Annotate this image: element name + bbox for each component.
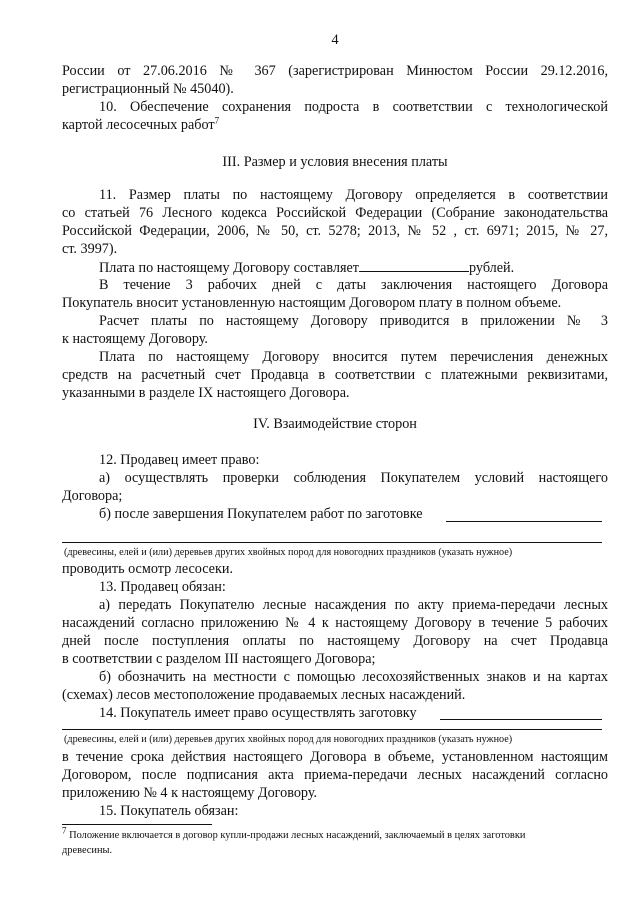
clause-12b-blank-line-2 (62, 542, 602, 543)
section-3-title: III. Размер и условия внесения платы (222, 154, 448, 170)
paragraph-continuation-line-2: регистрационный № 45040). (62, 81, 234, 97)
clause-10-line-2: картой лесосечных работ$^7$ (62, 115, 220, 133)
clause-12b-continuation: проводить осмотр лесосеки. (62, 561, 234, 577)
clause-14-continuation-line-2: Договором, после подписания акта приема-передачи лесных насаждений согласно (62, 767, 608, 783)
clause-13a-line-3: дней после поступления оплаты по настоящему Договору на счет Продавца (62, 633, 608, 649)
clause-10-line-1: 10. Обеспечение сохранения подроста в соответствии с технологической (99, 99, 608, 115)
page-number: 4 (331, 32, 339, 48)
payment-calc-line-1: Расчет платы по настоящему Договору приводится в приложении № 3 (99, 313, 608, 329)
section-4-title: IV. Взаимодействие сторон (253, 416, 417, 432)
clause-13a-line-2: насаждений согласно приложению № 4 к настоящему Договору в течение 5 рабочих (62, 615, 608, 631)
footnote-mark: 7 (62, 825, 67, 836)
clause-12b: б) после завершения Покупателем работ по заготовке (99, 506, 423, 522)
payment-amount-blank (359, 258, 469, 272)
payment-amount-unit: рублей. (469, 260, 515, 276)
clause-12b-blank-line-1 (446, 521, 602, 522)
clause-11-line-1: 11. Размер платы по настоящему Договору определяется в соответствии (99, 187, 608, 203)
payment-method-line-3: указанными в разделе IX настоящего Договора. (62, 385, 350, 401)
clause-13b-line-2: (схемах) лесов местоположение продаваемых лесных насаждений. (62, 687, 466, 703)
clause-15: 15. Покупатель обязан: (99, 803, 239, 819)
payment-term-line-1: В течение 3 рабочих дней с даты заключения настоящего Договора (99, 277, 608, 293)
footnote-line-1 (62, 825, 608, 843)
footnote-line-2: древесины. (62, 845, 113, 856)
payment-method-line-2: средств на расчетный счет Продавца в соответствии с платежными реквизитами, (62, 367, 608, 383)
payment-amount-line (99, 258, 608, 277)
footnote-text: Положение включается в договор купли-продажи лесных насаждений, заключаемый в целях заготовки (69, 830, 526, 841)
clause-11-line-4: ст. 3997). (62, 241, 118, 257)
clause-14-blank-line-1 (440, 719, 602, 720)
payment-amount-label: Плата по настоящему Договору составляет (99, 260, 359, 276)
clause-14-blank-line-2 (62, 729, 602, 730)
clause-13: 13. Продавец обязан: (99, 579, 226, 595)
footnote-reference: 7 (214, 115, 220, 126)
clause-11-line-2: со статьей 76 Лесного кодекса Российской Федерации (Собрание законодательства (62, 205, 608, 221)
footnote-separator (62, 824, 212, 825)
clause-13a-line-1: а) передать Покупателю лесные насаждения по акту приема-передачи лесных (99, 597, 608, 613)
clause-12a-line-1: а) осуществлять проверки соблюдения Покупателем условий настоящего (99, 470, 608, 486)
clause-11-line-3: Российской Федерации, 2006, № 50, ст. 5278; 2013, № 52 , ст. 6971; 2015, № 27, (62, 223, 608, 239)
clause-12b-hint: (древесины, елей и (или) деревьев других хвойных пород для новогодних праздников (указать нужное) (64, 547, 513, 558)
payment-calc-line-2: к настоящему Договору. (62, 331, 208, 347)
clause-14: 14. Покупатель имеет право осуществлять заготовку (99, 705, 417, 721)
clause-14-continuation-line-3: приложению № 4 к настоящему Договору. (62, 785, 318, 801)
payment-term-line-2: Покупатель вносит установленную настоящим Договором плату в полном объеме. (62, 295, 562, 311)
payment-method-line-1: Плата по настоящему Договору вносится путем перечисления денежных (99, 349, 608, 365)
clause-14-continuation-line-1: в течение срока действия настоящего Договора в объеме, установленном настоящим (62, 749, 608, 765)
clause-12a-line-2: Договора; (62, 488, 123, 504)
clause-13a-line-4: в соответствии с разделом III настоящего Договора; (62, 651, 376, 667)
clause-14-hint: (древесины, елей и (или) деревьев других хвойных пород для новогодних праздников (указать нужное) (64, 734, 513, 745)
paragraph-continuation-line-1: России от 27.06.2016 № 367 (зарегистрирован Минюстом России 29.12.2016, (62, 63, 608, 79)
clause-13b-line-1: б) обозначить на местности с помощью лесохозяйственных знаков и на картах (99, 669, 608, 685)
clause-12: 12. Продавец имеет право: (99, 452, 260, 468)
